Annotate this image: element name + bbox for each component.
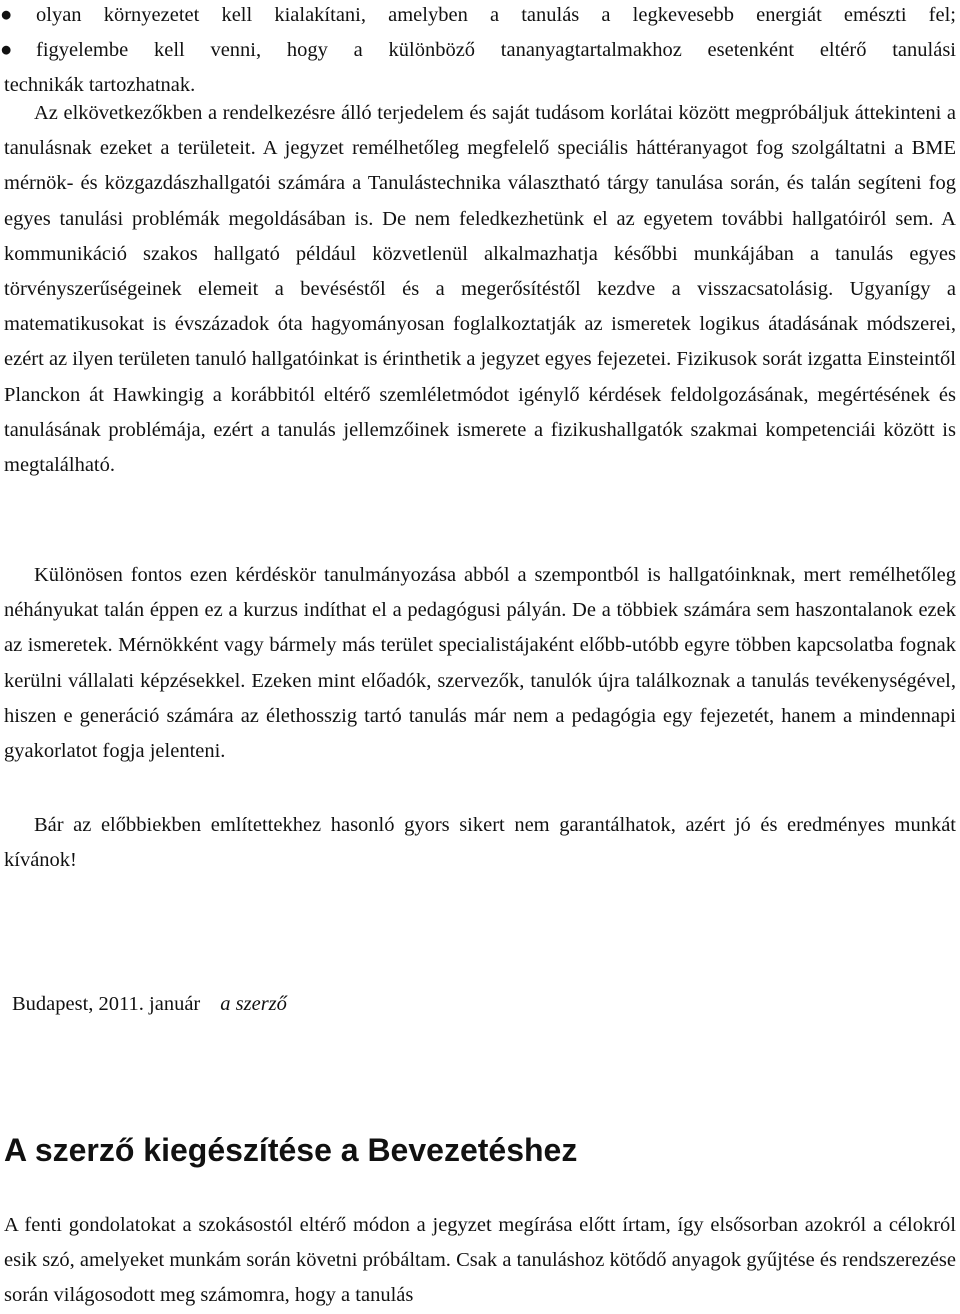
section-paragraph: A fenti gondolatokat a szokásostól eltérő módon a jegyzet megírása előtt írtam, így elsősorban azokról a célokról esik szó, amelyeket munkám során követni próbáltam. Csak a tanuláshoz kötődő anyagok gyűjtése és rendszerezése során világosodott meg számomra, hogy a tanulás xyxy=(4,1214,956,1307)
paragraph-importance: Különösen fontos ezen kérdéskör tanulmányozása abból a szempontból is hallgatóinknak, mert remélhetőleg néhányukat talán éppen ez a kurzus indíthat el a pedagógusi pályán. De a többiek számára sem haszontalanok ezek az ismeretek. Mérnökként vagy bármely más terület specialistájaként előbb-utóbb egyre többen kapcsolatba fognak kerülni vállalati képzésekkel. Ezeken mint előadók, szervezők, tanulók újra találkoznak a tanulás tevékenységével, hiszen e generáció számára az élethosszig tartó tanulás már nem a pedagógia egy fejezetét, hanem a mindennapi gyakorlatot fogja jelenteni. xyxy=(4,564,956,763)
bullet-continuation: technikák tartozhatnak. xyxy=(4,74,196,96)
bullet-text: olyan környezetet kell kialakítani, amelyben a tanulás a legkevesebb energiát emészti fel; xyxy=(36,4,956,26)
paragraph-intro: Az elkövetkezőkben a rendelkezésre álló terjedelem és saját tudásom korlátai között megpróbáljuk áttekinteni a tanulásnak ezeket a területeit. A jegyzet remélhetőleg megfelelő speciális háttéranyagot fog szolgáltatni a BME mérnök- és közgazdászhallgatói számára a Tanulástechnika választható tárgy tanulása során, és talán segíteni fog egyes tanulási problémák megoldásában is. De nem feledkezhetünk el az egyetem további hallgatóiról sem. A kommunikáció szakos hallgató például közvetlenül alkalmazhatja későbbi munkájában a tanulás egyes törvényszerűségeinek elemeit a bevéséstől és a megerősítéstől kezdve a visszacsatolásig. Ugyanígy a matematikusokat is évszázadok óta hagyományosan foglalkoztatják az ismeretek logikus átadásának módszerei, ezért az ilyen területen tanuló hallgatóinkat is érinthetik a jegyzet egyes fejezetei. Fizikusok sorát izgatta Einsteintől Planckon át Hawkingig a korábbitól eltérő szemléletmódot igénylő kérdések feldolgozásának, megértésének és tanulásának problémája, ezért a tanulás jellemzőinek ismerete a fizikushallgatók szakmai kompetenciái között is megtalálható. xyxy=(4,102,956,477)
signature-author: a szerző xyxy=(220,993,287,1015)
bullet-icon: ● xyxy=(0,4,13,26)
bullet-icon: ● xyxy=(0,39,13,61)
bullet-text: figyelembe kell venni, hogy a különböző tananyagtartalmakhoz esetenként eltérő tanulási xyxy=(36,39,956,61)
section-heading: A szerző kiegészítése a Bevezetéshez xyxy=(4,1132,578,1168)
paragraph-closing: Bár az előbbiekben említettekhez hasonló gyors sikert nem garantálhatok, azért jó és eredményes munkát kívánok! xyxy=(4,814,956,872)
signature-place-date: Budapest, 2011. január xyxy=(12,993,201,1015)
signature xyxy=(12,987,287,1022)
